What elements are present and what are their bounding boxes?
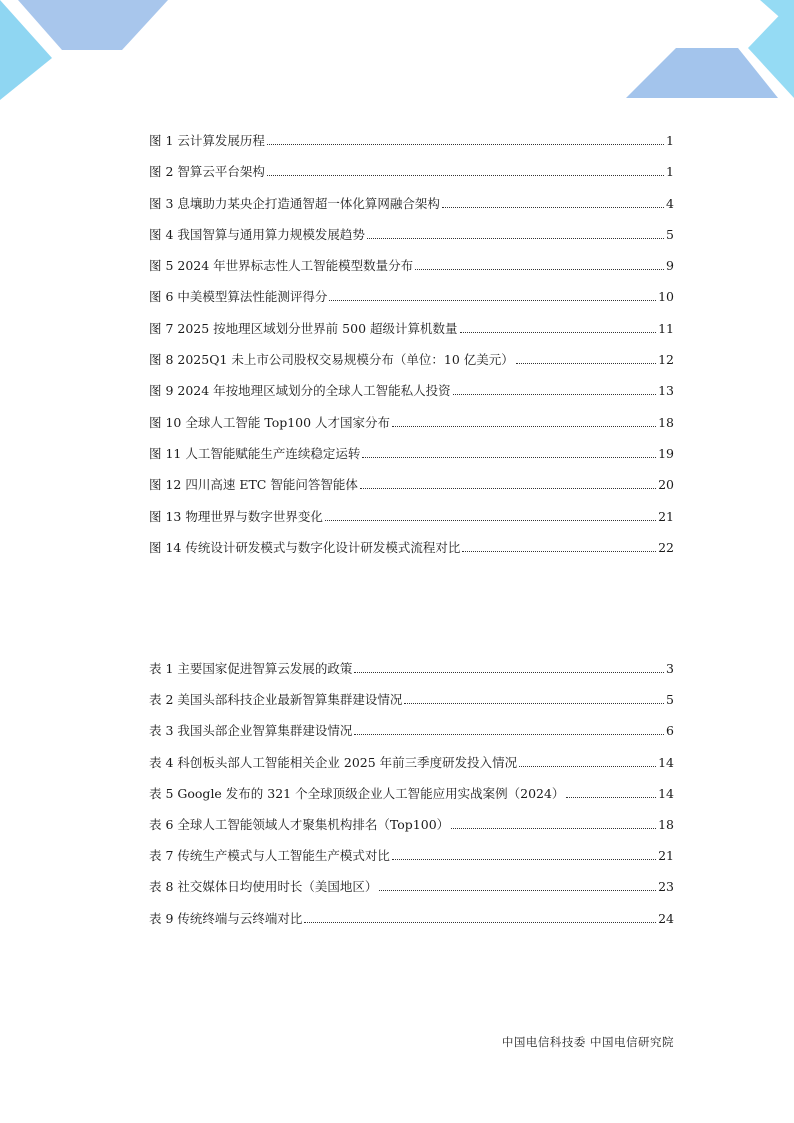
figure-entry-label: 图 4 我国智算与通用算力规模发展趋势 xyxy=(149,226,365,242)
figure-entry-label: 图 8 2025Q1 未上市公司股权交易规模分布（单位：10 亿美元） xyxy=(149,352,514,368)
figure-entry[interactable] xyxy=(149,540,674,556)
figure-entry-page-number: 13 xyxy=(658,383,674,399)
dot-leader xyxy=(519,765,656,767)
header-decoration xyxy=(0,0,794,110)
figure-entry[interactable] xyxy=(149,477,674,493)
dot-leader xyxy=(354,671,664,673)
dot-leader xyxy=(415,268,664,270)
figure-entry-page-number: 9 xyxy=(666,258,674,274)
table-list xyxy=(149,661,674,942)
table-entry[interactable] xyxy=(149,786,674,802)
footer-publisher: 中国电信科技委 中国电信研究院 xyxy=(501,1035,674,1049)
table-entry-label: 表 2 美国头部科技企业最新智算集群建设情况 xyxy=(149,692,403,708)
dot-leader xyxy=(329,299,656,301)
table-entry-page-number: 14 xyxy=(658,785,674,801)
table-entry-label: 表 5 Google 发布的 321 个全球顶级企业人工智能应用实战案例（2024） xyxy=(149,785,565,801)
table-entry-page-number: 3 xyxy=(666,661,674,676)
figure-entry-page-number: 1 xyxy=(666,164,674,180)
figure-entry-page-number: 1 xyxy=(666,133,674,148)
figure-entry[interactable] xyxy=(149,321,674,337)
dot-leader xyxy=(404,702,664,704)
table-entry[interactable] xyxy=(149,723,674,739)
dot-leader xyxy=(360,487,656,489)
table-entry-page-number: 18 xyxy=(658,816,674,832)
table-entry-label: 表 9 传统终端与云终端对比 xyxy=(149,910,303,926)
dot-leader xyxy=(453,393,656,395)
table-entry[interactable] xyxy=(149,848,674,864)
table-entry-label: 表 6 全球人工智能领域人才聚集机构排名（Top100） xyxy=(149,816,450,832)
figure-entry-label: 图 5 2024 年世界标志性人工智能模型数量分布 xyxy=(149,258,414,274)
figure-entry-label: 图 1 云计算发展历程 xyxy=(149,133,265,148)
figure-entry[interactable] xyxy=(149,509,674,525)
figure-entry-label: 图 12 四川高速 ETC 智能问答智能体 xyxy=(149,477,358,493)
figure-entry-page-number: 21 xyxy=(658,508,674,524)
table-entry[interactable] xyxy=(149,817,674,833)
dot-leader xyxy=(367,237,664,239)
figure-entry-label: 图 10 全球人工智能 Top100 人才国家分布 xyxy=(149,414,391,430)
figure-entry-page-number: 4 xyxy=(666,195,674,211)
figure-entry-label: 图 11 人工智能赋能生产连续稳定运转 xyxy=(149,445,361,461)
deco-left-band xyxy=(18,0,168,50)
figure-entry[interactable] xyxy=(149,196,674,212)
dot-leader xyxy=(304,921,656,923)
dot-leader xyxy=(325,519,656,521)
dot-leader xyxy=(392,425,656,427)
table-entry[interactable] xyxy=(149,911,674,927)
figure-list xyxy=(149,133,674,571)
figure-entry[interactable] xyxy=(149,383,674,399)
table-entry[interactable] xyxy=(149,755,674,771)
figure-entry-page-number: 22 xyxy=(658,539,674,555)
table-entry-label: 表 3 我国头部企业智算集群建设情况 xyxy=(149,723,353,739)
table-entry-label: 表 8 社交媒体日均使用时长（美国地区） xyxy=(149,879,378,895)
dot-leader xyxy=(462,550,656,552)
dot-leader xyxy=(267,174,664,176)
figure-entry-page-number: 20 xyxy=(658,477,674,493)
dot-leader xyxy=(516,362,656,364)
table-entry[interactable] xyxy=(149,879,674,895)
figure-entry-page-number: 11 xyxy=(658,320,674,336)
dot-leader xyxy=(362,456,656,458)
dot-leader xyxy=(566,796,656,798)
dot-leader xyxy=(379,889,656,891)
table-entry-label: 表 1 主要国家促进智算云发展的政策 xyxy=(149,661,353,676)
figure-entry[interactable] xyxy=(149,258,674,274)
figure-entry-page-number: 19 xyxy=(658,445,674,461)
figure-entry-label: 图 7 2025 按地理区域划分世界前 500 超级计算机数量 xyxy=(149,320,458,336)
table-entry-page-number: 21 xyxy=(658,848,674,864)
table-entry[interactable] xyxy=(149,692,674,708)
figure-entry[interactable] xyxy=(149,164,674,180)
figure-entry[interactable] xyxy=(149,289,674,305)
figure-entry-label: 图 13 物理世界与数字世界变化 xyxy=(149,508,323,524)
dot-leader xyxy=(392,858,656,860)
dot-leader xyxy=(442,206,664,208)
figure-entry-page-number: 10 xyxy=(658,289,674,305)
dot-leader xyxy=(267,143,664,145)
dot-leader xyxy=(354,733,664,735)
figure-entry[interactable] xyxy=(149,227,674,243)
table-entry-page-number: 5 xyxy=(666,692,674,708)
dot-leader xyxy=(451,827,656,829)
table-entry-label: 表 4 科创板头部人工智能相关企业 2025 年前三季度研发投入情况 xyxy=(149,754,518,770)
figure-entry[interactable] xyxy=(149,133,674,149)
figure-entry-label: 图 9 2024 年按地理区域划分的全球人工智能私人投资 xyxy=(149,383,451,399)
figure-entry-page-number: 5 xyxy=(666,226,674,242)
table-entry-label: 表 7 传统生产模式与人工智能生产模式对比 xyxy=(149,848,390,864)
figure-entry-label: 图 6 中美模型算法性能测评得分 xyxy=(149,289,328,305)
figure-entry-page-number: 12 xyxy=(658,352,674,368)
table-entry-page-number: 23 xyxy=(658,879,674,895)
table-entry[interactable] xyxy=(149,661,674,677)
table-entry-page-number: 6 xyxy=(666,723,674,739)
table-entry-page-number: 24 xyxy=(658,910,674,926)
figure-entry-label: 图 2 智算云平台架构 xyxy=(149,164,265,180)
table-entry-page-number: 14 xyxy=(658,754,674,770)
figure-entry[interactable] xyxy=(149,446,674,462)
figure-entry-label: 图 3 息壤助力某央企打造通智超一体化算网融合架构 xyxy=(149,195,440,211)
figure-entry[interactable] xyxy=(149,415,674,431)
dot-leader xyxy=(460,331,657,333)
figure-entry-page-number: 18 xyxy=(658,414,674,430)
figure-entry-label: 图 14 传统设计研发模式与数字化设计研发模式流程对比 xyxy=(149,539,461,555)
figure-entry[interactable] xyxy=(149,352,674,368)
